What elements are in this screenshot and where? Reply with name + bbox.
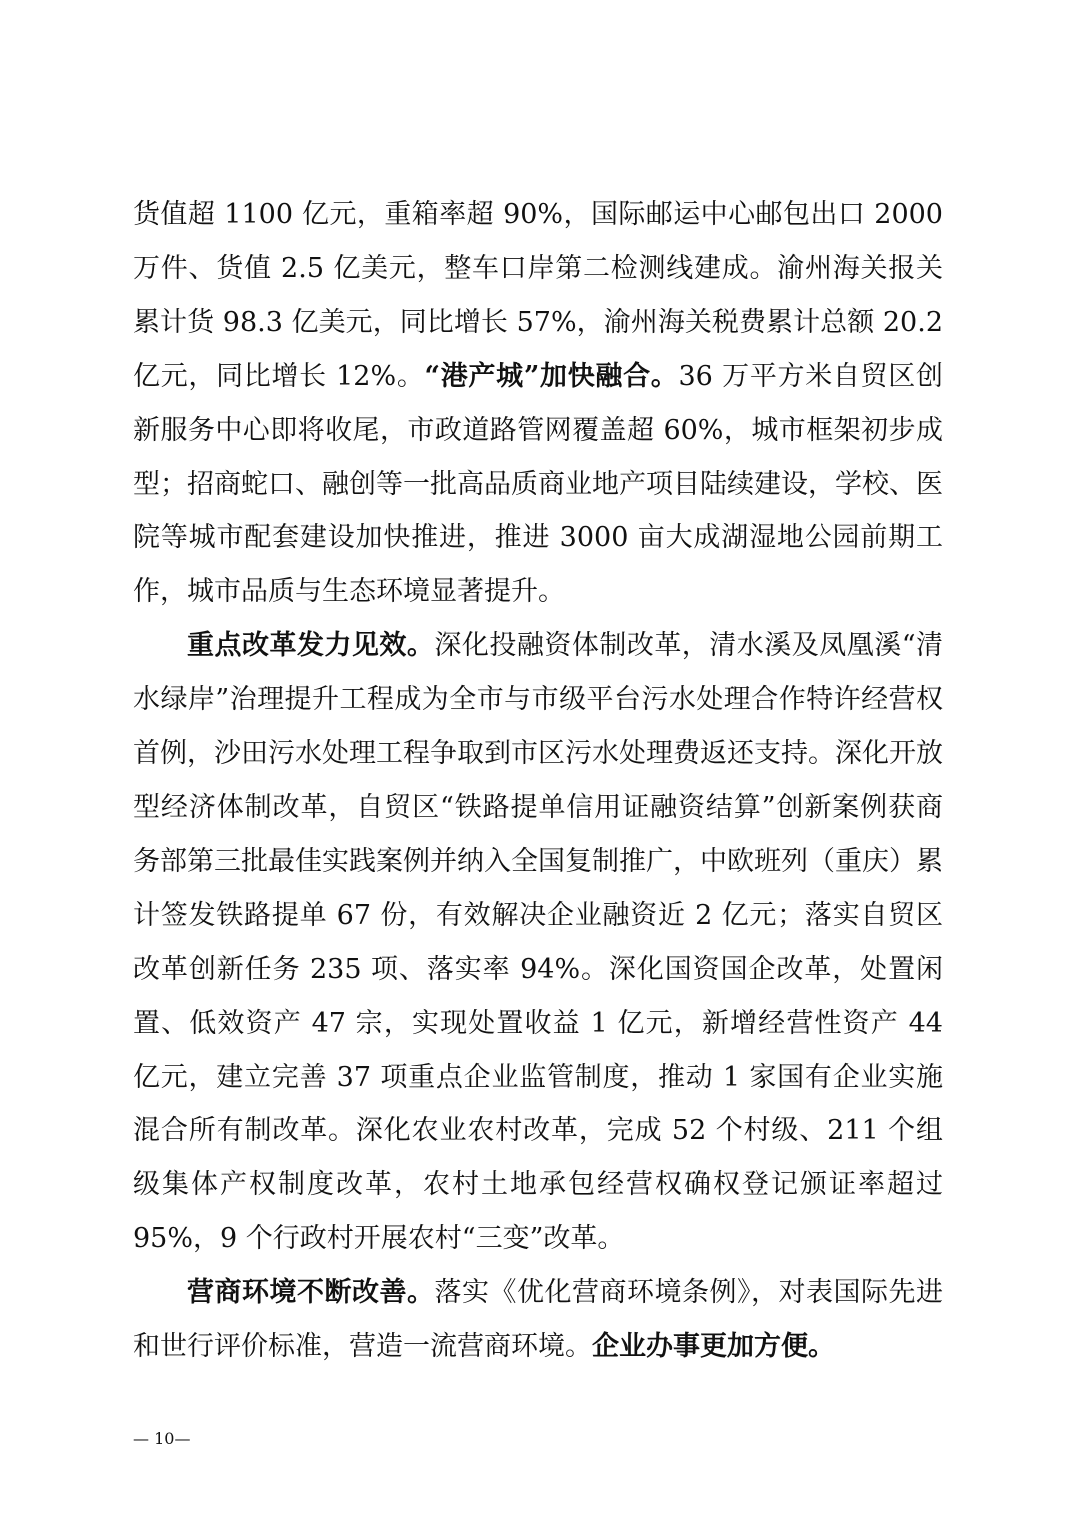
paragraph-2-heading: 重点改革发力见效。 <box>187 630 435 662</box>
paragraph-3-subheading: 企业办事更加方便。 <box>592 1331 835 1363</box>
paragraph-2-run-2: 深化投融资体制改革，清水溪及凤凰溪“清水绿岸”治理提升工程成为全市与市级平台污水处理合作特许经营权首例，沙田污水处理工程争取到市区污水处理费返还支持。深化开放型经济体制改革，自贸区“铁路提单信用证融资结算”创新案例获商务部第三批最佳实践案例并纳入全国复制推广，中欧班列（重庆）累计签发铁路提单 67 份，有效解决企业融资近 2 亿元；落实自贸区改革创新任务 235 项、落实率 94%。深化国资国企改革，处置闲置、低效资产 47 宗，实现处置收益 1 亿元，新增经营性资产 44 亿元，建立完善 37 项重点企业监管制度，推动 1 家国有企业实施混合所有制改革。深化农业农村改革，完成 52 个村级、211 个组级集体产权制度改革，农村土地承包经营权确权登记颁证率超过 95%，9 个行政村开展农村“三变”改革。 <box>133 630 944 1255</box>
page-number: — 10— <box>133 1429 191 1448</box>
paragraph-1-run-1: 货值超 1100 亿元，重箱率超 90%，国际邮运中心邮包出口 2000 万件、货值 2.5 亿美元，整车口岸第二检测线建成。渝州海关报关累计货 98.3 亿美元，同比增长 57%，渝州海关税费累计总额 20.2 亿元，同比增长 12%。 <box>133 199 943 392</box>
paragraph-1-heading-port-city: “港产城”加快融合。 <box>424 360 679 392</box>
paragraph-2 <box>133 619 943 1266</box>
paragraph-3-heading: 营商环境不断改善。 <box>187 1277 435 1309</box>
body-text <box>133 188 943 1374</box>
paragraph-1-run-3: 36 万平方米自贸区创新服务中心即将收尾，市政道路管网覆盖超 60%，城市框架初步成型；招商蛇口、融创等一批高品质商业地产项目陆续建设，学校、医院等城市配套建设加快推进，推进 3000 亩大成湖湿地公园前期工作，城市品质与生态环境显著提升。 <box>133 360 943 608</box>
paragraph-3 <box>133 1266 943 1374</box>
paragraph-3-run-2: 落实《优化营商环境条例》，对表国际先进和世行评价标准，营造一流营商环境。 <box>133 1277 943 1363</box>
paragraph-1 <box>133 188 943 619</box>
